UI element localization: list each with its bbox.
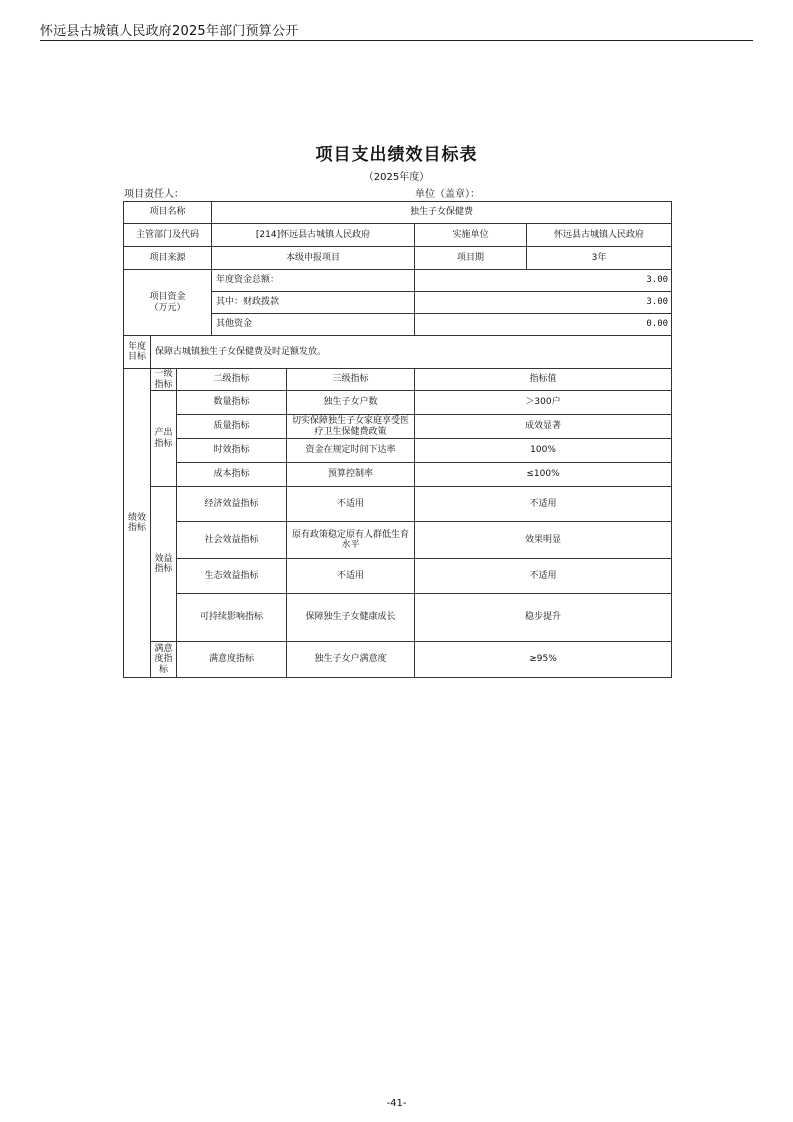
funds-unit-text: （万元） [149,302,186,313]
level2-cell: 质量指标 [177,415,287,439]
other-funds-value: 0.00 [415,314,672,336]
project-responsible-label: 项目责任人： [124,189,184,200]
value-cell: 稳步提升 [415,594,672,642]
annual-goal-value: 保障古城镇独生子女保健费及时足额发放。 [151,336,672,369]
project-name-value: 独生子女保健费 [212,202,672,224]
annual-goal-label: 年度目标 [124,336,151,369]
table-row [124,463,672,487]
perf-indicator-label: 绩效指标 [124,369,151,678]
value-cell: 100% [415,439,672,463]
impl-unit-label: 实施单位 [415,224,527,247]
table-row [124,594,672,642]
page-number: -41- [386,1098,407,1109]
level2-cell: 经济效益指标 [177,487,287,522]
level3-cell: 原有政策稳定原有人群低生育水平 [287,522,415,559]
level2-header: 二级指标 [177,369,287,391]
value-cell: ≥95% [415,642,672,678]
level2-cell: 社会效益指标 [177,522,287,559]
level3-cell: 独生子女户数 [287,391,415,415]
level2-cell: 可持续影响指标 [177,594,287,642]
table-row [124,439,672,463]
impl-unit-value: 怀远县古城镇人民政府 [527,224,672,247]
level2-cell: 生态效益指标 [177,559,287,594]
level3-cell: 预算控制率 [287,463,415,487]
table-row [124,642,672,678]
table-row [124,415,672,439]
period-label: 项目期 [415,247,527,270]
table-row [124,487,672,522]
benefit-indicator-label: 效益指标 [151,487,177,642]
level3-cell: 不适用 [287,559,415,594]
table-row [124,522,672,559]
level3-header: 三级指标 [287,369,415,391]
fiscal-funds-label: 其中：财政拨款 [212,292,415,314]
dept-value: [214]怀远县古城镇人民政府 [212,224,415,247]
value-cell: ≤100% [415,463,672,487]
total-funds-label: 年度资金总额： [212,270,415,292]
unit-seal-label: 单位（盖章）： [415,189,480,200]
header-divider [40,40,753,41]
satisfaction-indicator-label: 满意度指标 [151,642,177,678]
total-funds-value: 3.00 [415,270,672,292]
table-row [124,202,672,224]
table-row [124,369,672,391]
source-label: 项目来源 [124,247,212,270]
level2-cell: 数量指标 [177,391,287,415]
level3-cell: 独生子女户满意度 [287,642,415,678]
output-indicator-label: 产出指标 [151,391,177,487]
level3-cell: 切实保障独生子女家庭享受医疗卫生保健费政策 [287,415,415,439]
table-row [124,270,672,292]
period-value: 3年 [527,247,672,270]
table-row [124,247,672,270]
indicator-value-header: 指标值 [415,369,672,391]
value-cell: 成效显著 [415,415,672,439]
value-cell: ＞300户 [415,391,672,415]
table-row [124,559,672,594]
funds-label [124,270,212,336]
table-row [124,224,672,247]
funds-label-text: 项目资金 [149,292,186,303]
page-header: 怀远县古城镇人民政府2025年部门预算公开 [40,24,299,39]
value-cell: 效果明显 [415,522,672,559]
document-title: 项目支出绩效目标表 [315,145,478,165]
level2-cell: 成本指标 [177,463,287,487]
level3-cell: 资金在规定时间下达率 [287,439,415,463]
dept-label: 主管部门及代码 [124,224,212,247]
value-cell: 不适用 [415,487,672,522]
level2-cell: 满意度指标 [177,642,287,678]
document-year: （2025年度） [363,172,430,183]
level2-cell: 时效指标 [177,439,287,463]
other-funds-label: 其他资金 [212,314,415,336]
level1-header: 一级指标 [151,369,177,391]
fiscal-funds-value: 3.00 [415,292,672,314]
table-row [124,336,672,369]
project-name-label: 项目名称 [124,202,212,224]
performance-target-table [123,201,672,678]
level3-cell: 保障独生子女健康成长 [287,594,415,642]
source-value: 本级申报项目 [212,247,415,270]
table-row [124,391,672,415]
level3-cell: 不适用 [287,487,415,522]
value-cell: 不适用 [415,559,672,594]
